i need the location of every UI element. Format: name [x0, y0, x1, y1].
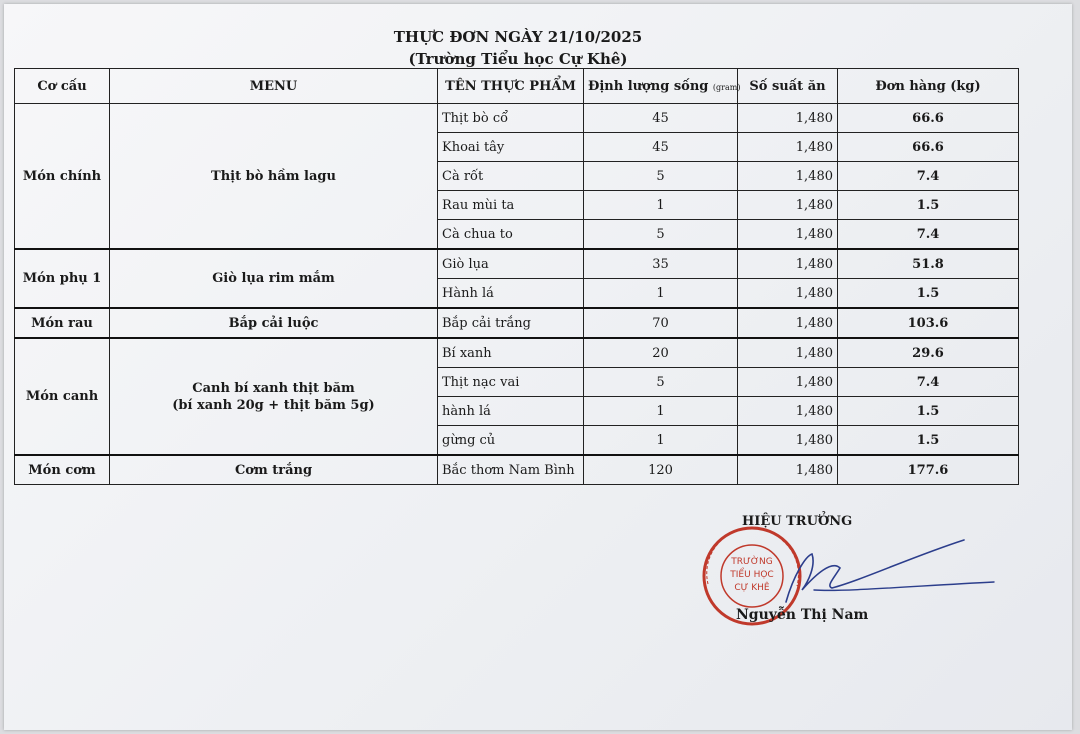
header-order: Đơn hàng (kg) [838, 69, 1019, 104]
quantity-cell: 45 [584, 133, 738, 162]
servings-cell: 1,480 [738, 279, 838, 309]
header-quantity-unit: (gram) [712, 82, 741, 92]
quantity-cell: 1 [584, 397, 738, 426]
seal-line-1: TRƯỜNG [731, 557, 773, 567]
order-cell: 103.6 [838, 308, 1019, 338]
header-servings: Số suất ăn [738, 69, 838, 104]
document-page [4, 4, 1072, 730]
quantity-cell: 70 [584, 308, 738, 338]
quantity-cell: 1 [584, 426, 738, 456]
servings-cell: 1,480 [738, 368, 838, 397]
dish-name: Giò lụa rim mắm [212, 271, 335, 286]
order-cell: 66.6 [838, 104, 1019, 133]
order-cell: 7.4 [838, 220, 1019, 250]
food-cell: Hành lá [438, 279, 584, 309]
order-cell: 7.4 [838, 162, 1019, 191]
servings-cell: 1,480 [738, 338, 838, 368]
food-cell: gừng củ [438, 426, 584, 456]
seal-line-3: CỰ KHÊ [734, 583, 770, 593]
servings-cell: 1,480 [738, 191, 838, 220]
structure-cell: Món rau [15, 308, 110, 338]
dish-name: Bắp cải luộc [228, 315, 319, 331]
servings-cell: 1,480 [738, 162, 838, 191]
order-cell: 29.6 [838, 338, 1019, 368]
dish-name: Canh bí xanh thịt băm [192, 380, 355, 396]
order-cell: 1.5 [838, 397, 1019, 426]
servings-cell: 1,480 [738, 104, 838, 133]
table-row [15, 338, 1019, 368]
order-cell: 177.6 [838, 455, 1019, 485]
structure-cell: Món phụ 1 [15, 249, 110, 308]
table-row [15, 249, 1019, 279]
table-row [15, 455, 1019, 485]
header-menu: MENU [110, 69, 438, 104]
quantity-cell: 35 [584, 249, 738, 279]
food-cell: hành lá [438, 397, 584, 426]
food-cell: Thịt nạc vai [438, 368, 584, 397]
food-cell: Cà chua to [438, 220, 584, 250]
principal-name: Nguyễn Thị Nam [736, 607, 869, 623]
principal-title: HIỆU TRƯỞNG [742, 514, 853, 529]
order-cell: 51.8 [838, 249, 1019, 279]
food-cell: Rau mùi ta [438, 191, 584, 220]
servings-cell: 1,480 [738, 220, 838, 250]
servings-cell: 1,480 [738, 397, 838, 426]
dish-cell [110, 455, 438, 485]
header-structure: Cơ cấu [15, 69, 110, 104]
header-quantity-label: Định lượng sống [588, 78, 709, 94]
quantity-cell: 1 [584, 279, 738, 309]
quantity-cell: 1 [584, 191, 738, 220]
order-cell: 7.4 [838, 368, 1019, 397]
dish-cell [110, 249, 438, 308]
quantity-cell: 5 [584, 368, 738, 397]
header-quantity [584, 69, 741, 104]
dish-cell [110, 104, 438, 250]
servings-cell: 1,480 [738, 426, 838, 456]
document-subtitle: (Trường Tiểu học Cự Khê) [408, 50, 628, 68]
signature-block [694, 494, 1024, 644]
quantity-cell: 120 [584, 455, 738, 485]
menu-table-body [15, 104, 1019, 485]
servings-cell: 1,480 [738, 133, 838, 162]
quantity-cell: 45 [584, 104, 738, 133]
food-cell: Cà rốt [438, 162, 584, 191]
quantity-cell: 20 [584, 338, 738, 368]
structure-cell: Món canh [15, 338, 110, 455]
order-cell: 1.5 [838, 191, 1019, 220]
dish-note: (bí xanh 20g + thịt băm 5g) [172, 397, 375, 413]
order-cell: 66.6 [838, 133, 1019, 162]
dish-cell [110, 338, 438, 455]
dish-name: Thịt bò hầm lagu [211, 168, 336, 184]
menu-table [14, 68, 1019, 485]
structure-cell: Món chính [15, 104, 110, 250]
order-cell: 1.5 [838, 279, 1019, 309]
food-cell: Giò lụa [438, 249, 584, 279]
table-row [15, 104, 1019, 133]
dish-cell [110, 308, 438, 338]
header-food: TÊN THỰC PHẨM [438, 69, 584, 104]
table-row [15, 308, 1019, 338]
servings-cell: 1,480 [738, 249, 838, 279]
food-cell: Bắc thơm Nam Bình [438, 455, 584, 485]
dish-name: Cơm trắng [234, 462, 313, 478]
food-cell: Thịt bò cổ [438, 104, 584, 133]
document-title: THỰC ĐƠN NGÀY 21/10/2025 [393, 28, 643, 46]
food-cell: Khoai tây [438, 133, 584, 162]
structure-cell: Món cơm [15, 455, 110, 485]
table-header-row [15, 69, 1019, 104]
servings-cell: 1,480 [738, 455, 838, 485]
seal-line-2: TIỂU HỌC [730, 570, 774, 580]
food-cell: Bắp cải trắng [438, 308, 584, 338]
servings-cell: 1,480 [738, 308, 838, 338]
order-cell: 1.5 [838, 426, 1019, 456]
quantity-cell: 5 [584, 220, 738, 250]
food-cell: Bí xanh [438, 338, 584, 368]
quantity-cell: 5 [584, 162, 738, 191]
